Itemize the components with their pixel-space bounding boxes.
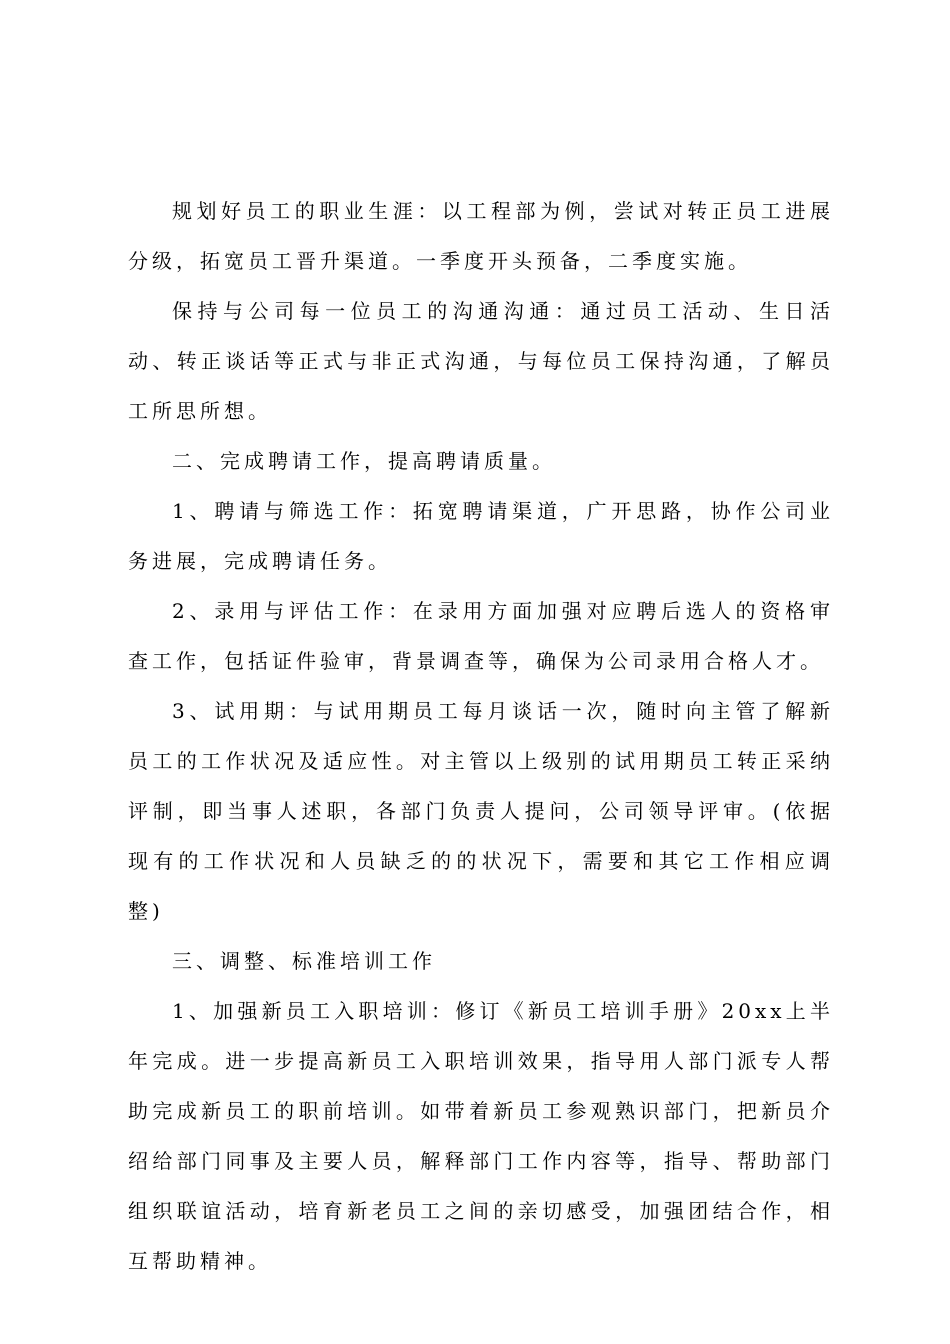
heading-recruitment: 二、完成聘请工作，提高聘请质量。 [172, 449, 556, 473]
paragraph-probation: 3、试用期：与试用期员工每月谈话一次，随时向主管了解新员工的工作状况及适应性。对主管以上级别的试用期员工转正采纳评制，即当事人述职，各部门负责人提问，公司领导评审。(依据现有的工作状况和人员缺乏的的状况下，需要和其它工作相应调整) [128, 699, 834, 923]
paragraph-hiring-evaluation: 2、录用与评估工作：在录用方面加强对应聘后选人的资格审查工作，包括证件验审，背景调查等，确保为公司录用合格人才。 [128, 599, 834, 673]
document-body [128, 186, 834, 1286]
heading-training: 三、调整、标准培训工作 [172, 949, 436, 973]
paragraph-recruitment-screening: 1、聘请与筛选工作：拓宽聘请渠道，广开思路，协作公司业务进展，完成聘请任务。 [128, 499, 834, 573]
paragraph-onboarding-training: 1、加强新员工入职培训：修订《新员工培训手册》20xx上半年完成。进一步提高新员工入职培训效果，指导用人部门派专人帮助完成新员工的职前培训。如带着新员工参观熟识部门，把新员介绍给部门同事及主要人员，解释部门工作内容等，指导、帮助部门组织联谊活动，培育新老员工之间的亲切感受，加强团结合作，相互帮助精神。 [128, 999, 834, 1273]
paragraph-career-planning: 规划好员工的职业生涯：以工程部为例，尝试对转正员工进展分级，拓宽员工晋升渠道。一季度开头预备，二季度实施。 [128, 199, 834, 273]
paragraph-employee-communication: 保持与公司每一位员工的沟通沟通：通过员工活动、生日活动、转正谈话等正式与非正式沟通，与每位员工保持沟通，了解员工所思所想。 [128, 299, 834, 423]
